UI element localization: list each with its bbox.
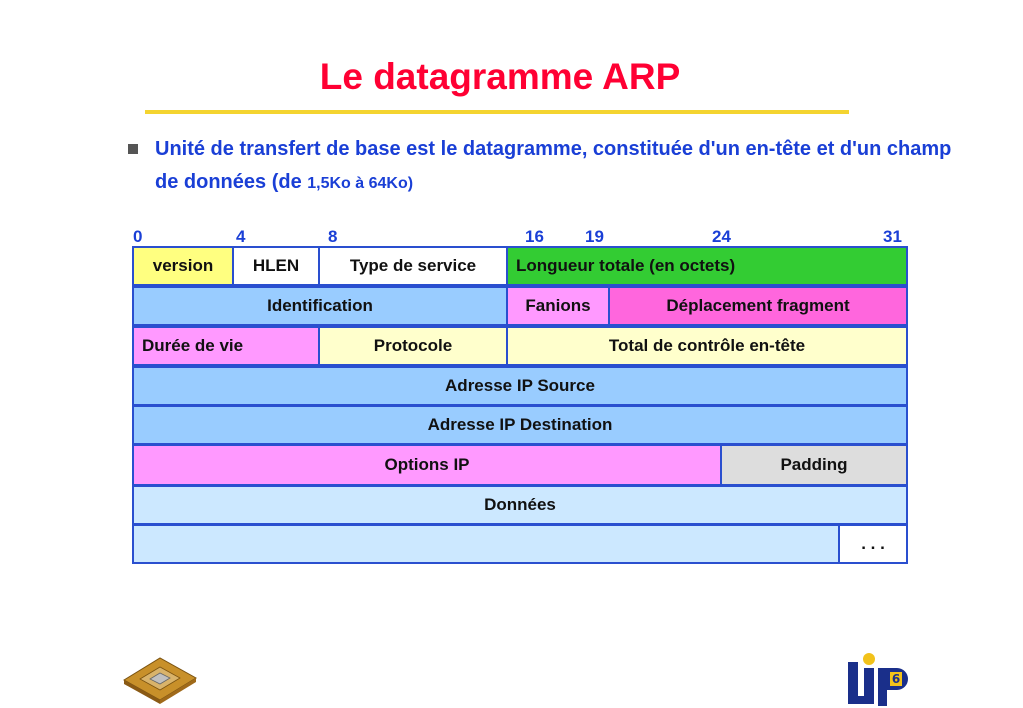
field-flags: Fanions [506,286,610,326]
lip6-logo [842,650,912,708]
field-type-of-service: Type de service [318,246,508,286]
svg-text:6: 6 [891,672,901,686]
processor-chip-icon [120,650,200,705]
field-source-ip: Adresse IP Source [132,366,908,406]
field-destination-ip: Adresse IP Destination [132,405,908,445]
title-underline [145,110,849,114]
field-padding: Padding [720,444,908,486]
field-data-continued [132,524,840,564]
field-protocol: Protocole [318,326,508,366]
field-data-ellipsis: . . . [838,524,908,564]
field-identification: Identification [132,286,508,326]
slide-title: Le datagramme ARP [319,56,681,97]
bullet-main-text: Unité de transfert de base est le datagramme, constituée d'un en-tête et d'un champ de données (de [155,138,952,193]
field-ip-options: Options IP [132,444,722,486]
field-total-length: Longueur totale (en octets) [506,246,908,286]
bit-tick: 0 [133,227,143,246]
bit-tick: 16 [525,227,544,246]
field-version: version [132,246,234,286]
field-ttl: Durée de vie [132,326,320,366]
bullet-square-icon [128,144,138,154]
field-data: Données [132,485,908,525]
bullet-text [155,133,975,200]
bit-tick: 31 [883,227,902,246]
bit-tick: 8 [328,227,338,246]
field-fragment-offset: Déplacement fragment [608,286,908,326]
bit-tick: 24 [712,227,731,246]
bullet-small-text: 1,5Ko à 64Ko) [307,175,414,192]
field-header-checksum: Total de contrôle en-tête [506,326,908,366]
bit-tick: 4 [236,227,246,246]
bit-tick: 19 [585,227,604,246]
field-hlen: HLEN [232,246,320,286]
